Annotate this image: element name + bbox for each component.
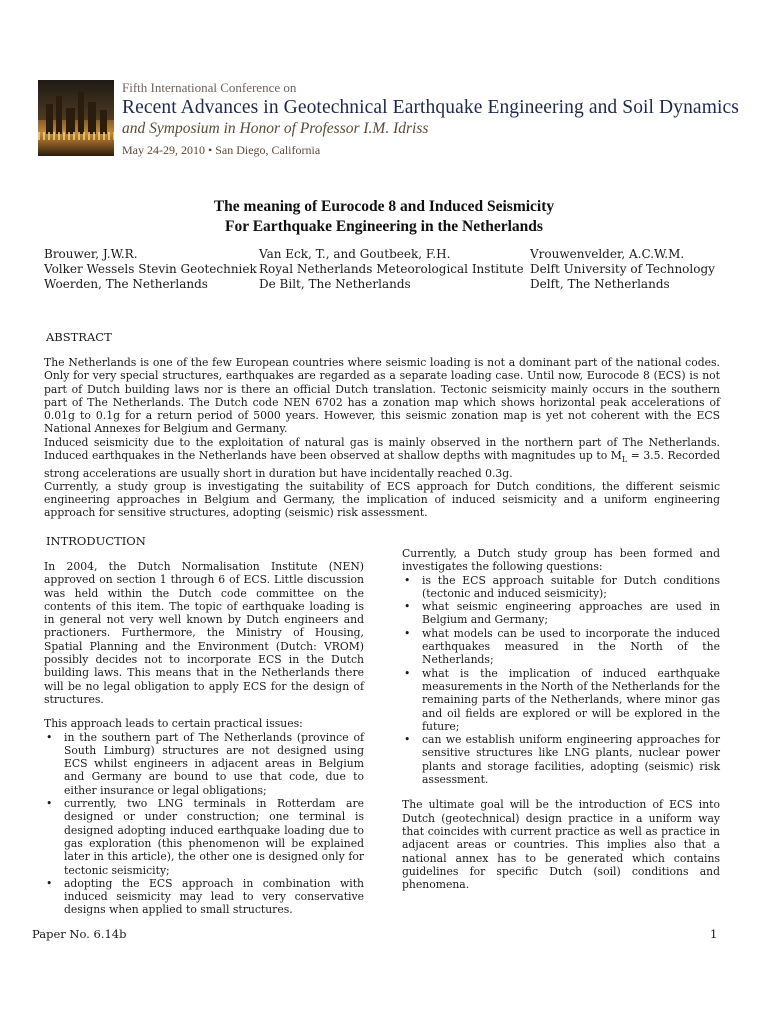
right-paragraph-1: Currently, a Dutch study group has been formed and investigates the following questions: xyxy=(402,547,720,574)
list-item: • what seismic engineering approaches are used in Belgium and Germany; xyxy=(402,600,720,627)
author-block-2 xyxy=(259,247,524,292)
list-item: • can we establish uniform engineering approaches for sensitive structures like LNG plants, nuclear power plants and storage facilities, adopting (seismic) risk assessment. xyxy=(402,733,720,786)
paper-title-line-2: For Earthquake Engineering in the Netherlands xyxy=(225,218,543,235)
list-item: • adopting the ECS approach in combination with induced seismicity may lead to very conservative designs when applied to small structures. xyxy=(44,877,364,917)
abstract-paragraph-2: Induced seismicity due to the exploitation of natural gas is mainly observed in the northern part of The Netherlands. Induced earthquakes in the Netherlands have been observed at shallow depths with magnitudes up to $M_L = 3.5$. Recorded strong accelerations are usually short in duration but have incidentally reached 0.3g. xyxy=(44,435,720,480)
right-paragraph-2: The ultimate goal will be the introduction of ECS into Dutch (geotechnical) design practice in a uniform way that coincides with current practice as well as practice in adjacent areas or countries. This implies also that a national annex has to be generated which contains guidelines for specific Dutch (soil) conditions and phenomena. xyxy=(402,798,720,892)
introduction-paragraph-2: This approach leads to certain practical issues: xyxy=(44,717,303,731)
introduction-paragraph-1: In 2004, the Dutch Normalisation Institute (NEN) approved on section 1 through 6 of ECS. Little discussion was held within the Dutch code committee on the contents of this item. The topic of earthquake loading is in general not very well known by Dutch engineers and practioners. Furthermore, the Ministry of Housing, Spatial Planning and the Environment (Dutch: VROM) possibly decides not to incorporate ECS in the Dutch building laws. This means that in the Netherlands there will be no legal obligation to apply ECS for the design of structures. xyxy=(44,560,364,706)
list-item: • what is the implication of induced earthquake measurements in the North of the Netherlands for the remaining parts of the Netherlands, where minor gas and oil fields are explored or will be explored in the future; xyxy=(402,667,720,733)
author-affiliation: Royal Netherlands Meteorological Institute xyxy=(259,262,524,276)
right-column xyxy=(402,547,720,891)
list-item: • what models can be used to incorporate the induced earthquakes measured in the North of the Netherlands; xyxy=(402,627,720,667)
abstract-body xyxy=(44,356,720,520)
conference-name: Recent Advances in Geotechnical Earthquake Engineering and Soil Dynamics xyxy=(122,97,739,118)
author-location: Delft, The Netherlands xyxy=(530,277,670,291)
conference-logo-image xyxy=(38,80,114,156)
list-item: • in the southern part of The Netherlands (province of South Limburg) structures are not designed using ECS whilst engineers in adjacent areas in Belgium and Germany are bound to use that code, due to either insurance or legal obligations; xyxy=(44,731,364,797)
list-item: • currently, two LNG terminals in Rotterdam are designed or under construction; one terminal is designed adopting induced earthquake loading due to gas exploration (this phenomenon will be explained later in this article), the other one is designed only for tectonic seismicity; xyxy=(44,797,364,877)
list-item: • is the ECS approach suitable for Dutch conditions (tectonic and induced seismicity); xyxy=(402,574,720,601)
author-name: Van Eck, T., and Goutbeek, F.H. xyxy=(259,247,451,261)
author-block-3 xyxy=(530,247,715,292)
issues-list xyxy=(44,731,364,917)
conference-series: Fifth International Conference on xyxy=(122,80,297,95)
abstract-paragraph-1: The Netherlands is one of the few European countries where seismic loading is not a dominant part of the national codes. Only for very special structures, earthquakes are regarded as a separate loading case. Until now, Eurocode 8 (ECS) is not part of Dutch building laws nor is there an official Dutch translation. Tectonic seismicity mainly occurs in the southern part of The Netherlands. The Dutch code NEN 6702 has a zonation map which shows horizontal peak accelerations of 0.01g to 0.1g for a return period of 5000 years. However, this seismic zonation map is yet not coherent with the ECS National Annexes for Belgium and Germany. xyxy=(44,356,720,436)
author-affiliation: Volker Wessels Stevin Geotechniek xyxy=(44,262,257,276)
author-name: Vrouwenvelder, A.C.W.M. xyxy=(530,247,685,261)
paper-title-line-1: The meaning of Eurocode 8 and Induced Seismicity xyxy=(213,198,555,215)
paper-number: Paper No. 6.14b xyxy=(32,927,127,941)
abstract-paragraph-3: Currently, a study group is investigating the suitability of ECS approach for Dutch conditions, the different seismic engineering approaches in Belgium and Germany, the implication of induced seismicity and a uniform engineering approach for sensitive structures, adopting (seismic) risk assessment. xyxy=(44,479,720,520)
author-location: De Bilt, The Netherlands xyxy=(259,277,411,291)
questions-list xyxy=(402,574,720,787)
page-number: 1 xyxy=(710,927,718,941)
author-location: Woerden, The Netherlands xyxy=(44,277,208,291)
author-affiliation: Delft University of Technology xyxy=(530,262,715,276)
abstract-heading: ABSTRACT xyxy=(46,330,112,344)
author-name: Brouwer, J.W.R. xyxy=(44,247,138,261)
introduction-column xyxy=(44,560,364,917)
conference-date-location: May 24-29, 2010 • San Diego, California xyxy=(122,143,321,157)
introduction-heading: INTRODUCTION xyxy=(46,534,146,548)
author-block-1 xyxy=(44,247,257,292)
conference-symposium: and Symposium in Honor of Professor I.M. Idriss xyxy=(122,120,429,137)
